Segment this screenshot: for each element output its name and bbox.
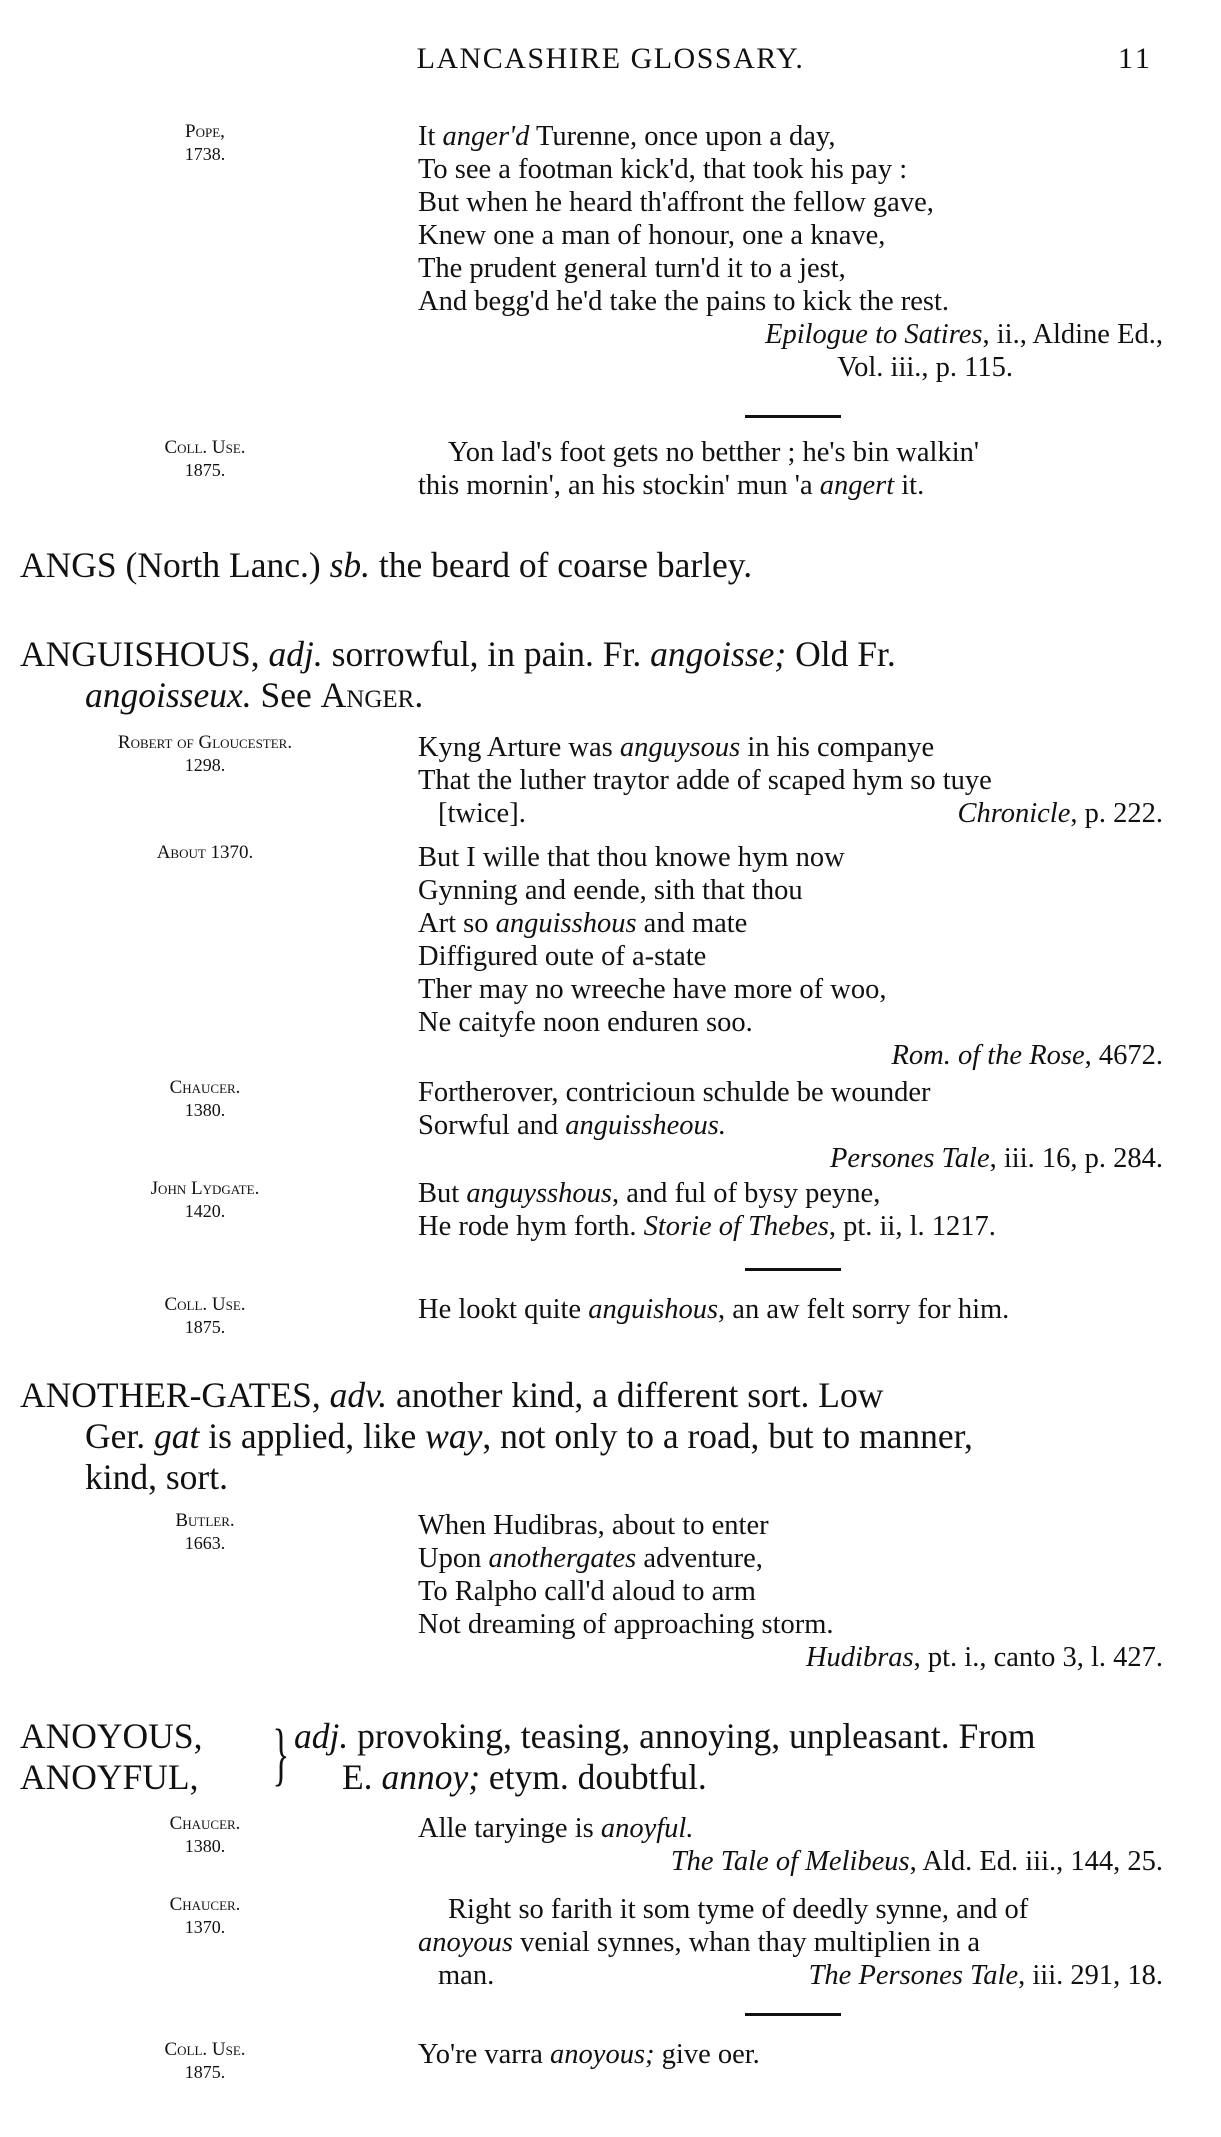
italic-text: adv. — [329, 1375, 388, 1415]
quote-line — [418, 1076, 1163, 1109]
text-segment: give oer. — [654, 2039, 760, 2070]
quote-line — [418, 1293, 1163, 1326]
definition — [286, 1716, 1165, 1798]
citation-source-label — [60, 731, 350, 777]
entry-line — [20, 545, 1165, 586]
citation-year: 1380. — [184, 1100, 226, 1120]
text-segment: To see a footman kick'd, that took his pay : — [418, 154, 908, 185]
separator-rule — [745, 415, 841, 418]
text-segment: , not only to a road, but to manner, — [482, 1416, 973, 1456]
quote-line — [418, 120, 1163, 153]
citation-quote — [418, 436, 1163, 502]
italic-text: sb. — [329, 545, 371, 585]
italic-text: Storie of Thebes — [643, 1211, 829, 1242]
quote-line — [418, 469, 1163, 502]
quote-line — [418, 973, 1163, 1006]
quote-line — [418, 907, 1163, 940]
text-segment: Ger. — [85, 1416, 155, 1456]
citation-year: 1875. — [184, 2062, 226, 2082]
text-segment: , p. 222. — [1070, 798, 1163, 829]
text-segment: [twice]. — [438, 798, 526, 829]
quote-line — [418, 731, 1163, 764]
italic-text: Persones Tale — [829, 1143, 990, 1174]
italic-text: way — [425, 1416, 483, 1456]
citation-source-label — [60, 436, 350, 482]
italic-text: anguishous — [588, 1294, 719, 1325]
source-reference — [418, 351, 1163, 384]
text-segment: Art so — [418, 908, 496, 939]
entry-line — [294, 1757, 1165, 1798]
quote-line — [418, 1893, 1163, 1926]
brace-glyph: } — [272, 1716, 290, 1793]
glossary-entry-anoyous — [20, 1716, 1165, 1798]
entry-line — [20, 1416, 1165, 1457]
text-segment: , ii., Aldine Ed., — [982, 319, 1163, 350]
quote-line — [418, 1926, 1163, 1959]
italic-text: angoisseux. — [85, 675, 252, 715]
text-segment: provoking, teasing, annoying, unpleasant. From — [348, 1716, 1036, 1756]
text-segment: in his companye — [740, 732, 935, 763]
text-segment: , iii. 16, p. 284. — [989, 1143, 1163, 1174]
citation-author: Coll. Use. — [164, 1294, 246, 1315]
citation-year: 1298. — [184, 755, 226, 775]
citation-author: Coll. Use. — [164, 437, 246, 458]
citation-source-label — [60, 841, 350, 864]
headword: ANOYFUL, — [20, 1757, 199, 1797]
text-segment: He lookt quite — [418, 1294, 589, 1325]
citation-year: 1663. — [184, 1533, 226, 1553]
italic-text: Epilogue to Satires — [765, 319, 983, 350]
italic-text: adj. — [294, 1716, 349, 1756]
italic-text: anguysshous — [466, 1178, 612, 1209]
quote-line — [418, 940, 1163, 973]
entry-line — [20, 1375, 1165, 1416]
text-segment: venial synnes, whan thay multiplien in a — [513, 1927, 980, 1958]
citation-author: Coll. Use. — [164, 2039, 246, 2060]
text-segment: Alle taryinge is — [418, 1813, 601, 1844]
text-segment: It — [418, 121, 443, 152]
citation-source-label — [60, 1893, 350, 1939]
headword: ANOYOUS, — [20, 1716, 203, 1756]
italic-text: angoisse; — [650, 634, 787, 674]
text-segment: man. — [438, 1960, 495, 1991]
citation-quote — [418, 1076, 1163, 1175]
text-segment: To Ralpho call'd aloud to arm — [418, 1576, 756, 1607]
text-segment: it. — [894, 470, 925, 501]
text-segment: , and ful of bysy peyne, — [612, 1178, 881, 1209]
quote-line — [418, 1177, 1163, 1210]
text-segment: Gynning and eende, sith that thou — [418, 875, 803, 906]
text-segment: etym. doubtful. — [480, 1757, 707, 1797]
citation-quote — [418, 1177, 1163, 1243]
italic-text: anger'd — [442, 121, 530, 152]
quote-line — [418, 1509, 1163, 1542]
text-segment: Sorwful and — [418, 1110, 566, 1141]
citation-author: About 1370. — [156, 842, 254, 863]
entry-line — [20, 1457, 1165, 1498]
italic-text: anguisshous — [495, 908, 637, 939]
text-segment: adventure, — [636, 1543, 763, 1574]
text-segment: But — [418, 1178, 467, 1209]
italic-text: gat — [154, 1416, 200, 1456]
text-segment: Ther may no wreeche have more of woo, — [418, 974, 887, 1005]
text-segment: Not dreaming of approaching storm. — [418, 1609, 834, 1640]
text-segment: this mornin', an his stockin' mun 'a — [418, 470, 820, 501]
citation-author: Chaucer. — [169, 1813, 241, 1834]
italic-text: Hudibras — [805, 1642, 914, 1673]
text-segment: , pt. i., canto 3, l. 427. — [913, 1642, 1163, 1673]
source-reference — [418, 318, 1163, 351]
citation-year: 1875. — [184, 460, 226, 480]
citation-source-label — [60, 120, 350, 166]
quote-line — [418, 1109, 1163, 1142]
quote-line — [418, 153, 1163, 186]
italic-text: The Tale of Melibeus — [670, 1846, 910, 1877]
text-segment: But I wille that thou knowe hym now — [418, 842, 845, 873]
text-segment: the beard of coarse barley. — [370, 545, 753, 585]
source-reference — [418, 1641, 1163, 1674]
text-segment: and mate — [636, 908, 748, 939]
text-segment: Turenne, once upon a day, — [529, 121, 836, 152]
quote-line — [418, 186, 1163, 219]
text-segment: Fortherover, contricioun schulde be wounder — [418, 1077, 931, 1108]
quote-line — [418, 1575, 1163, 1608]
italic-text: Chronicle — [957, 798, 1071, 829]
text-segment: The prudent general turn'd it to a jest, — [418, 253, 846, 284]
citation-author: Robert of Gloucester. — [117, 732, 293, 753]
citation-author: Pope, — [185, 121, 225, 142]
citation-author: Chaucer. — [169, 1894, 241, 1915]
text-segment: another kind, a different sort. Low — [387, 1375, 884, 1415]
quote-line — [418, 1959, 1163, 1992]
citation-quote — [418, 120, 1163, 384]
glossary-entry-angs — [20, 545, 1165, 586]
quote-line — [418, 1210, 1163, 1243]
text-segment: , iii. 291, 18. — [1018, 1960, 1163, 1991]
quote-line — [418, 1608, 1163, 1641]
source-reference — [418, 1039, 1163, 1072]
citation-author: John Lydgate. — [150, 1178, 260, 1199]
text-segment: ANGUISHOUS, — [20, 634, 269, 674]
headword-group — [20, 1716, 270, 1798]
text-segment: ANGS (North Lanc.) — [20, 545, 330, 585]
italic-text: anguissheous. — [565, 1110, 726, 1141]
text-segment: sorrowful, in pain. Fr. — [322, 634, 651, 674]
quote-line — [418, 1006, 1163, 1039]
text-segment: When Hudibras, about to enter — [418, 1510, 769, 1541]
citation-year: 1738. — [184, 144, 226, 164]
text-segment: And begg'd he'd take the pains to kick the rest. — [418, 286, 950, 317]
page-number: 11 — [1118, 42, 1153, 75]
source-reference — [418, 1142, 1163, 1175]
source-reference — [957, 797, 1163, 830]
citation-year: 1875. — [184, 1317, 226, 1337]
citation-author: Butler. — [175, 1510, 235, 1531]
entry-line — [20, 675, 1165, 716]
citation-quote — [418, 2038, 1163, 2071]
italic-text: The Persones Tale — [808, 1960, 1019, 1991]
citation-quote — [418, 731, 1163, 830]
quote-line — [418, 219, 1163, 252]
citation-source-label — [60, 1812, 350, 1858]
text-segment: ANOTHER-GATES, — [20, 1375, 330, 1415]
quote-line — [418, 841, 1163, 874]
italic-text: anoyful. — [600, 1813, 694, 1844]
italic-text: anothergates — [488, 1543, 637, 1574]
quote-line — [418, 2038, 1163, 2071]
text-segment: See — [251, 675, 321, 715]
italic-text: anguysous — [619, 732, 741, 763]
text-segment: E. — [342, 1757, 382, 1797]
text-segment: Right so farith it som tyme of deedly synne, and of — [448, 1894, 1029, 1925]
citation-year: 1370. — [184, 1917, 226, 1937]
separator-rule — [745, 1268, 841, 1271]
quote-line — [418, 764, 1163, 797]
text-segment: Anger. — [320, 675, 424, 715]
citation-source-label — [60, 1076, 350, 1122]
quote-line — [418, 1812, 1163, 1845]
italic-text: annoy; — [381, 1757, 481, 1797]
text-segment: is applied, like — [199, 1416, 426, 1456]
text-segment: Kyng Arture was — [418, 732, 620, 763]
text-segment: Vol. iii., p. 115. — [837, 352, 1013, 383]
text-segment: Diffigured oute of a-state — [418, 941, 707, 972]
citation-source-label — [60, 1177, 350, 1223]
quote-line — [418, 436, 1163, 469]
text-segment: But when he heard th'affront the fellow gave, — [418, 187, 934, 218]
citation-source-label — [60, 1293, 350, 1339]
text-segment: , an aw felt sorry for him. — [718, 1294, 1010, 1325]
source-reference — [809, 1959, 1163, 1992]
citation-quote — [418, 1293, 1163, 1326]
quote-line — [418, 285, 1163, 318]
separator-rule — [745, 2013, 841, 2016]
italic-text: adj. — [268, 634, 323, 674]
citation-author: Chaucer. — [169, 1077, 241, 1098]
quote-line — [418, 874, 1163, 907]
italic-text: anoyous; — [550, 2039, 655, 2070]
text-segment: , Ald. Ed. iii., 144, 25. — [909, 1846, 1163, 1877]
text-segment: He rode hym forth. — [418, 1211, 644, 1242]
citation-source-label — [60, 1509, 350, 1555]
text-segment: Yon lad's foot gets no betther ; he's bin walkin' — [448, 437, 980, 468]
citation-quote — [418, 841, 1163, 1072]
citation-quote — [418, 1893, 1163, 1992]
entry-line — [294, 1716, 1165, 1757]
source-reference — [418, 1845, 1163, 1878]
text-segment: Yo're varra — [418, 2039, 551, 2070]
citation-year: 1420. — [184, 1201, 226, 1221]
text-segment: Upon — [418, 1543, 489, 1574]
glossary-entry-anguishous — [20, 634, 1165, 716]
text-segment: , pt. ii, l. 1217. — [828, 1211, 996, 1242]
text-segment: kind, sort. — [85, 1457, 228, 1497]
citation-quote — [418, 1509, 1163, 1674]
text-segment: Ne caityfe noon enduren soo. — [418, 1007, 753, 1038]
entry-line — [20, 634, 1165, 675]
running-header-title: LANCASHIRE GLOSSARY. — [416, 42, 805, 75]
quote-line — [418, 252, 1163, 285]
citation-year: 1380. — [184, 1836, 226, 1856]
text-segment: Knew one a man of honour, one a knave, — [418, 220, 886, 251]
glossary-entry-another-gates — [20, 1375, 1165, 1498]
text-segment: , 4672. — [1084, 1040, 1163, 1071]
italic-text: Rom. of the Rose — [891, 1040, 1085, 1071]
italic-text: anoyous — [418, 1927, 513, 1958]
text-segment: Old Fr. — [786, 634, 896, 674]
quote-line — [418, 1542, 1163, 1575]
quote-line — [418, 797, 1163, 830]
citation-quote — [418, 1812, 1163, 1878]
citation-source-label — [60, 2038, 350, 2084]
text-segment: That the luther traytor adde of scaped hym so tuye — [418, 765, 992, 796]
italic-text: angert — [819, 470, 895, 501]
